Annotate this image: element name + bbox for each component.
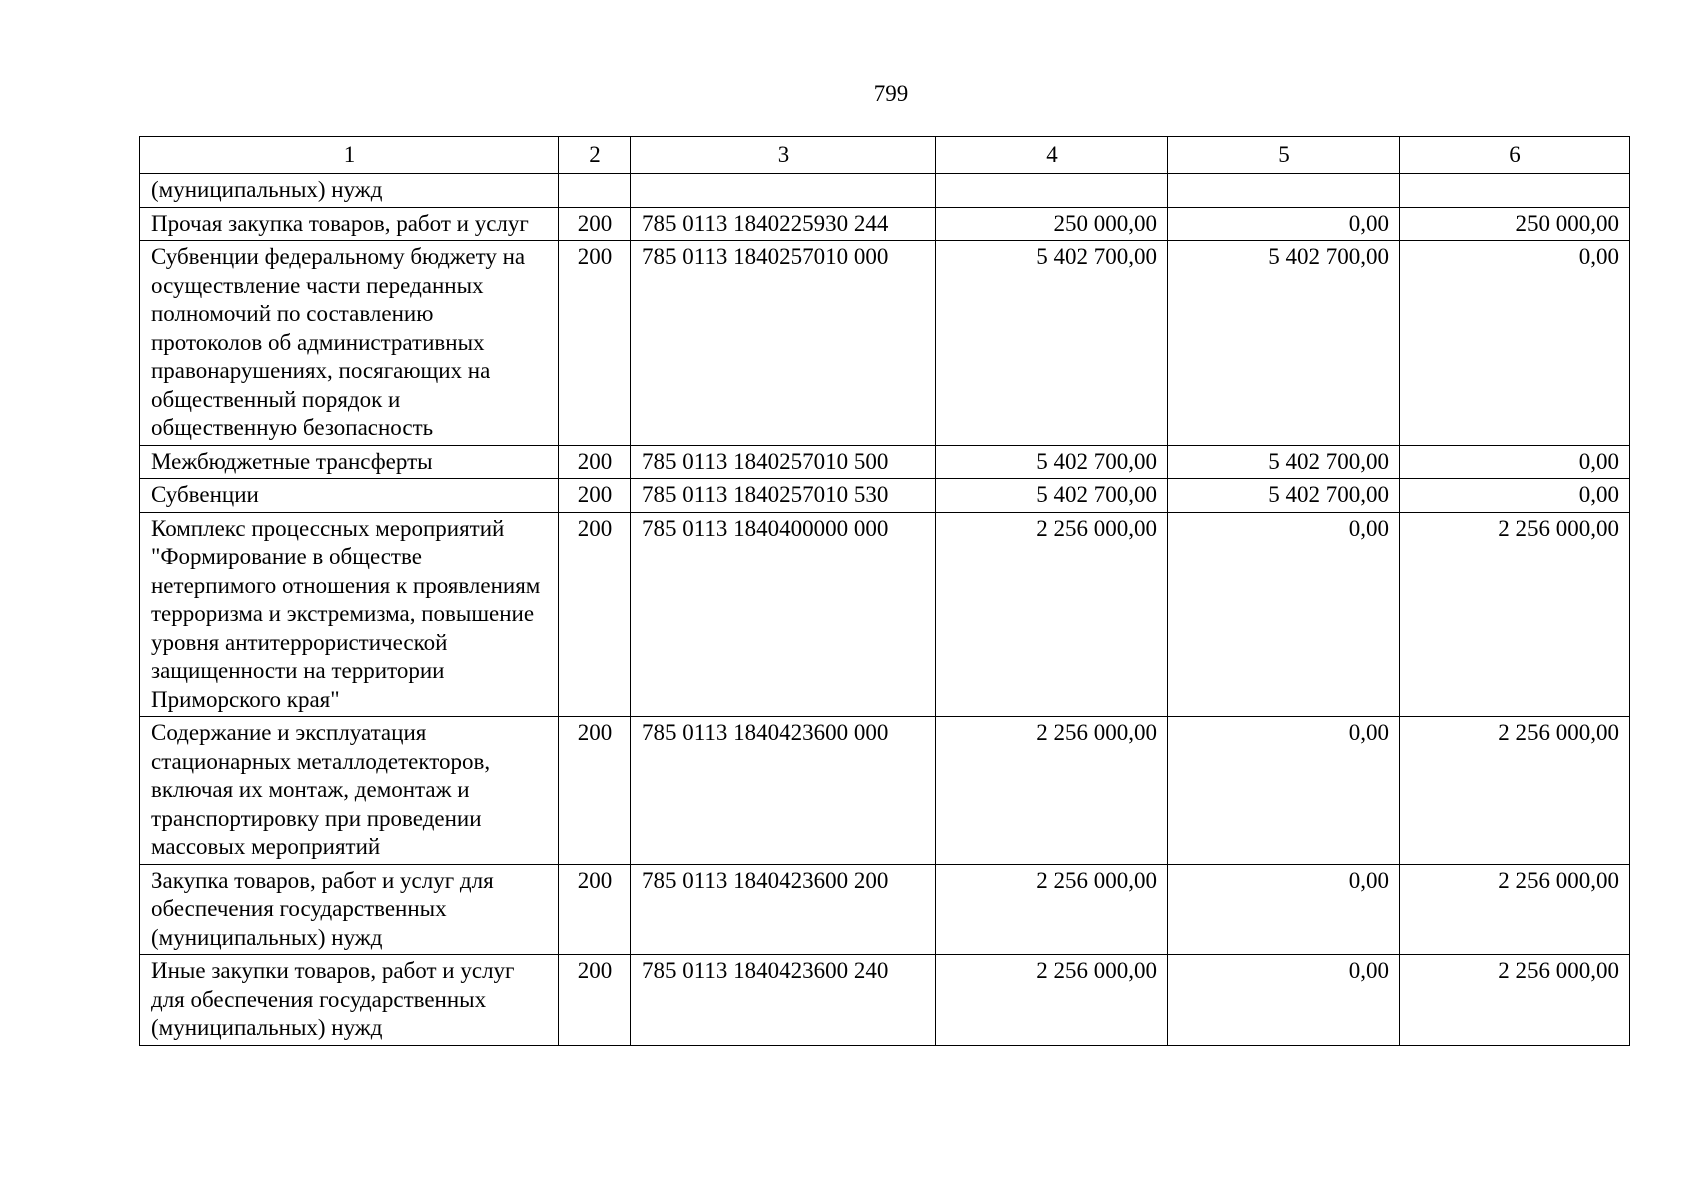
row-amount-4-cell: 5 402 700,00 <box>936 445 1168 479</box>
row-amount-5-cell <box>1168 174 1400 208</box>
row-amount-4-cell <box>936 174 1168 208</box>
column-header: 1 <box>140 137 559 174</box>
row-amount-4-cell: 250 000,00 <box>936 207 1168 241</box>
row-name-cell: Содержание и эксплуатация стационарных металлодетекторов, включая их монтаж, демонтаж и транспортировку при проведении массовых мероприятий <box>140 717 559 865</box>
row-name-cell: (муниципальных) нужд <box>140 174 559 208</box>
row-amount-6-cell: 2 256 000,00 <box>1400 717 1630 865</box>
row-status-cell: 200 <box>559 445 631 479</box>
row-amount-4-cell: 2 256 000,00 <box>936 717 1168 865</box>
row-code-cell: 785 0113 1840423600 240 <box>631 955 936 1046</box>
row-amount-5-cell: 0,00 <box>1168 864 1400 955</box>
row-amount-5-cell: 5 402 700,00 <box>1168 241 1400 446</box>
row-code-cell: 785 0113 1840257010 500 <box>631 445 936 479</box>
row-status-cell: 200 <box>559 207 631 241</box>
row-amount-6-cell <box>1400 174 1630 208</box>
row-name-cell: Субвенции <box>140 479 559 513</box>
row-amount-6-cell: 250 000,00 <box>1400 207 1630 241</box>
row-code-cell: 785 0113 1840257010 000 <box>631 241 936 446</box>
row-code-cell <box>631 174 936 208</box>
row-amount-6-cell: 2 256 000,00 <box>1400 955 1630 1046</box>
budget-table <box>139 136 1630 1046</box>
row-amount-6-cell: 0,00 <box>1400 445 1630 479</box>
column-header: 5 <box>1168 137 1400 174</box>
table-row <box>140 479 1630 513</box>
row-status-cell: 200 <box>559 864 631 955</box>
row-amount-6-cell: 2 256 000,00 <box>1400 512 1630 717</box>
table-body <box>140 174 1630 1046</box>
row-amount-5-cell: 0,00 <box>1168 207 1400 241</box>
page-number: 799 <box>873 81 909 106</box>
row-amount-6-cell: 0,00 <box>1400 479 1630 513</box>
row-amount-5-cell: 5 402 700,00 <box>1168 479 1400 513</box>
row-amount-6-cell: 2 256 000,00 <box>1400 864 1630 955</box>
row-code-cell: 785 0113 1840257010 530 <box>631 479 936 513</box>
row-name-cell: Межбюджетные трансферты <box>140 445 559 479</box>
table-row <box>140 207 1630 241</box>
row-amount-5-cell: 0,00 <box>1168 955 1400 1046</box>
column-header: 2 <box>559 137 631 174</box>
row-status-cell: 200 <box>559 955 631 1046</box>
row-status-cell <box>559 174 631 208</box>
table-row <box>140 174 1630 208</box>
column-header: 4 <box>936 137 1168 174</box>
table-header-row <box>140 137 1630 174</box>
row-name-cell: Прочая закупка товаров, работ и услуг <box>140 207 559 241</box>
table-row <box>140 512 1630 717</box>
row-amount-5-cell: 0,00 <box>1168 512 1400 717</box>
row-name-cell: Субвенции федеральному бюджету на осуществление части переданных полномочий по составлению протоколов об административных правонарушениях, посягающих на общественный порядок и общественную безопасность <box>140 241 559 446</box>
row-status-cell: 200 <box>559 717 631 865</box>
row-amount-4-cell: 5 402 700,00 <box>936 479 1168 513</box>
row-status-cell: 200 <box>559 479 631 513</box>
row-code-cell: 785 0113 1840400000 000 <box>631 512 936 717</box>
row-amount-5-cell: 0,00 <box>1168 717 1400 865</box>
row-code-cell: 785 0113 1840423600 200 <box>631 864 936 955</box>
row-amount-4-cell: 2 256 000,00 <box>936 955 1168 1046</box>
row-code-cell: 785 0113 1840423600 000 <box>631 717 936 865</box>
row-status-cell: 200 <box>559 512 631 717</box>
row-amount-4-cell: 2 256 000,00 <box>936 864 1168 955</box>
row-name-cell: Закупка товаров, работ и услуг для обеспечения государственных (муниципальных) нужд <box>140 864 559 955</box>
table-row <box>140 717 1630 865</box>
row-amount-4-cell: 2 256 000,00 <box>936 512 1168 717</box>
row-status-cell: 200 <box>559 241 631 446</box>
row-code-cell: 785 0113 1840225930 244 <box>631 207 936 241</box>
row-amount-5-cell: 5 402 700,00 <box>1168 445 1400 479</box>
row-amount-6-cell: 0,00 <box>1400 241 1630 446</box>
table-row <box>140 864 1630 955</box>
column-header: 3 <box>631 137 936 174</box>
column-header: 6 <box>1400 137 1630 174</box>
table-row <box>140 445 1630 479</box>
row-name-cell: Комплекс процессных мероприятий "Формирование в обществе нетерпимого отношения к проявлениям терроризма и экстремизма, повышение уровня антитеррористической защищенности на территории Приморского края" <box>140 512 559 717</box>
table-row <box>140 241 1630 446</box>
row-name-cell: Иные закупки товаров, работ и услуг для обеспечения государственных (муниципальных) нужд <box>140 955 559 1046</box>
row-amount-4-cell: 5 402 700,00 <box>936 241 1168 446</box>
table-row <box>140 955 1630 1046</box>
